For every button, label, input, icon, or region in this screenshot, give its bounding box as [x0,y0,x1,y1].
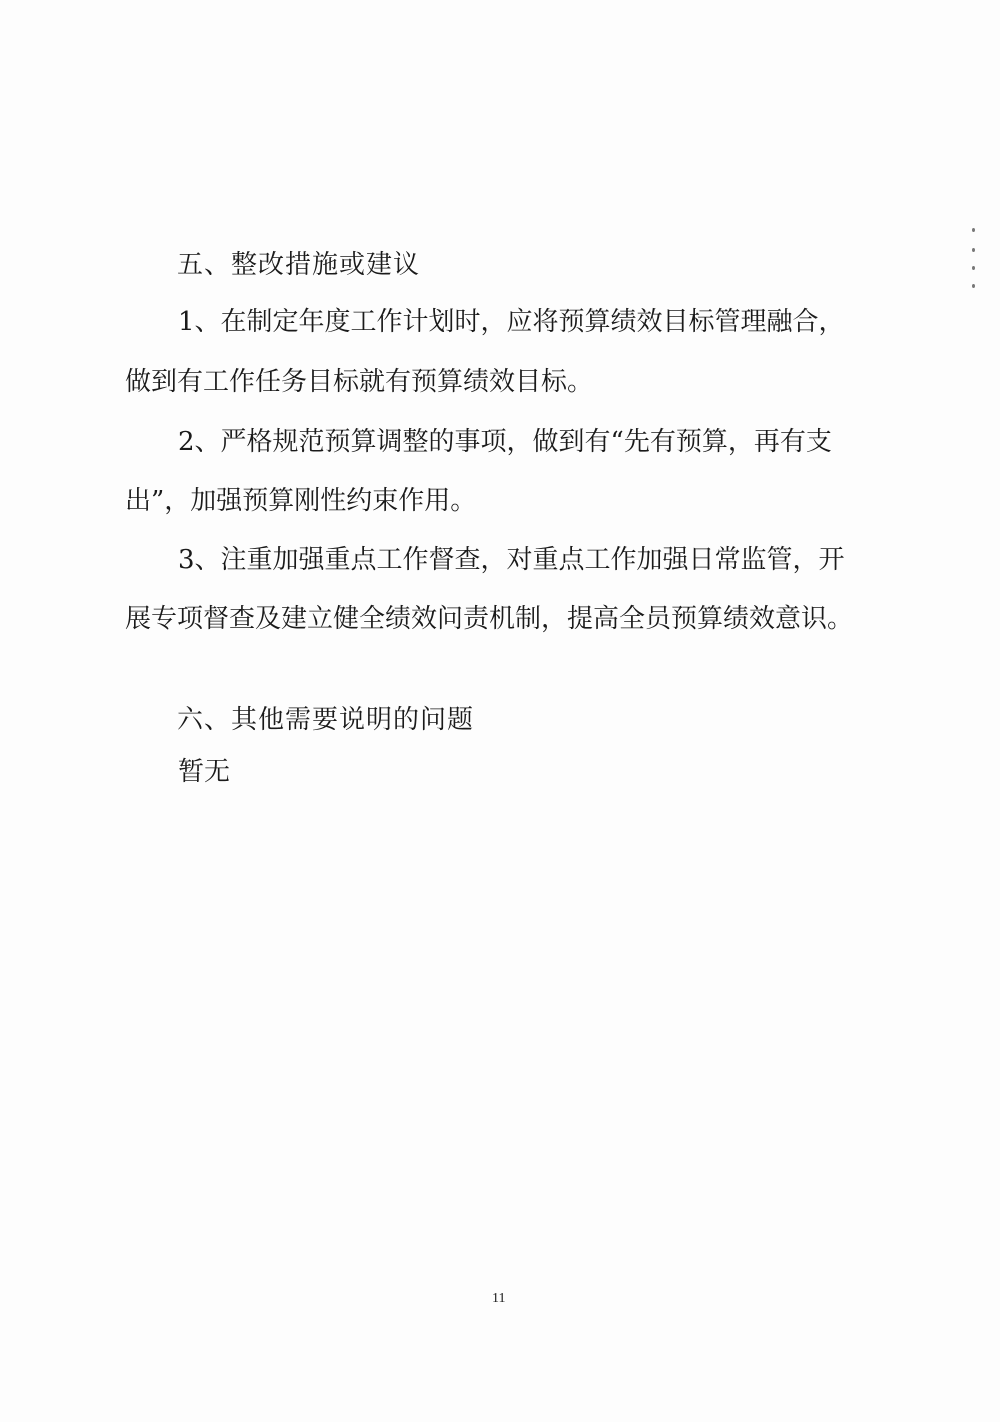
page-number: 11 [492,1291,506,1306]
section-5-heading: 五、整改措施或建议 [177,250,421,280]
scan-artifact [972,248,975,252]
item-1-line-1: 1、在制定年度工作计划时，应将预算绩效目标管理融合， [178,307,845,337]
section-6-heading: 六、其他需要说明的问题 [177,705,475,735]
item-1-line-2: 做到有工作任务目标就有预算绩效目标。 [125,367,594,397]
item-2-line-1: 2、严格规范预算调整的事项，做到有“先有预算，再有支 [178,427,832,457]
item-3-line-2: 展专项督查及建立健全绩效问责机制，提高全员预算绩效意识。 [125,604,854,634]
scan-artifact [972,266,975,270]
section-6-body: 暂无 [178,757,231,787]
scan-artifact [972,228,975,232]
item-2-line-2: 出”，加强预算刚性约束作用。 [125,486,477,516]
item-3-line-1: 3、注重加强重点工作督查，对重点工作加强日常监管，开 [178,545,845,575]
scan-artifact [972,284,975,288]
